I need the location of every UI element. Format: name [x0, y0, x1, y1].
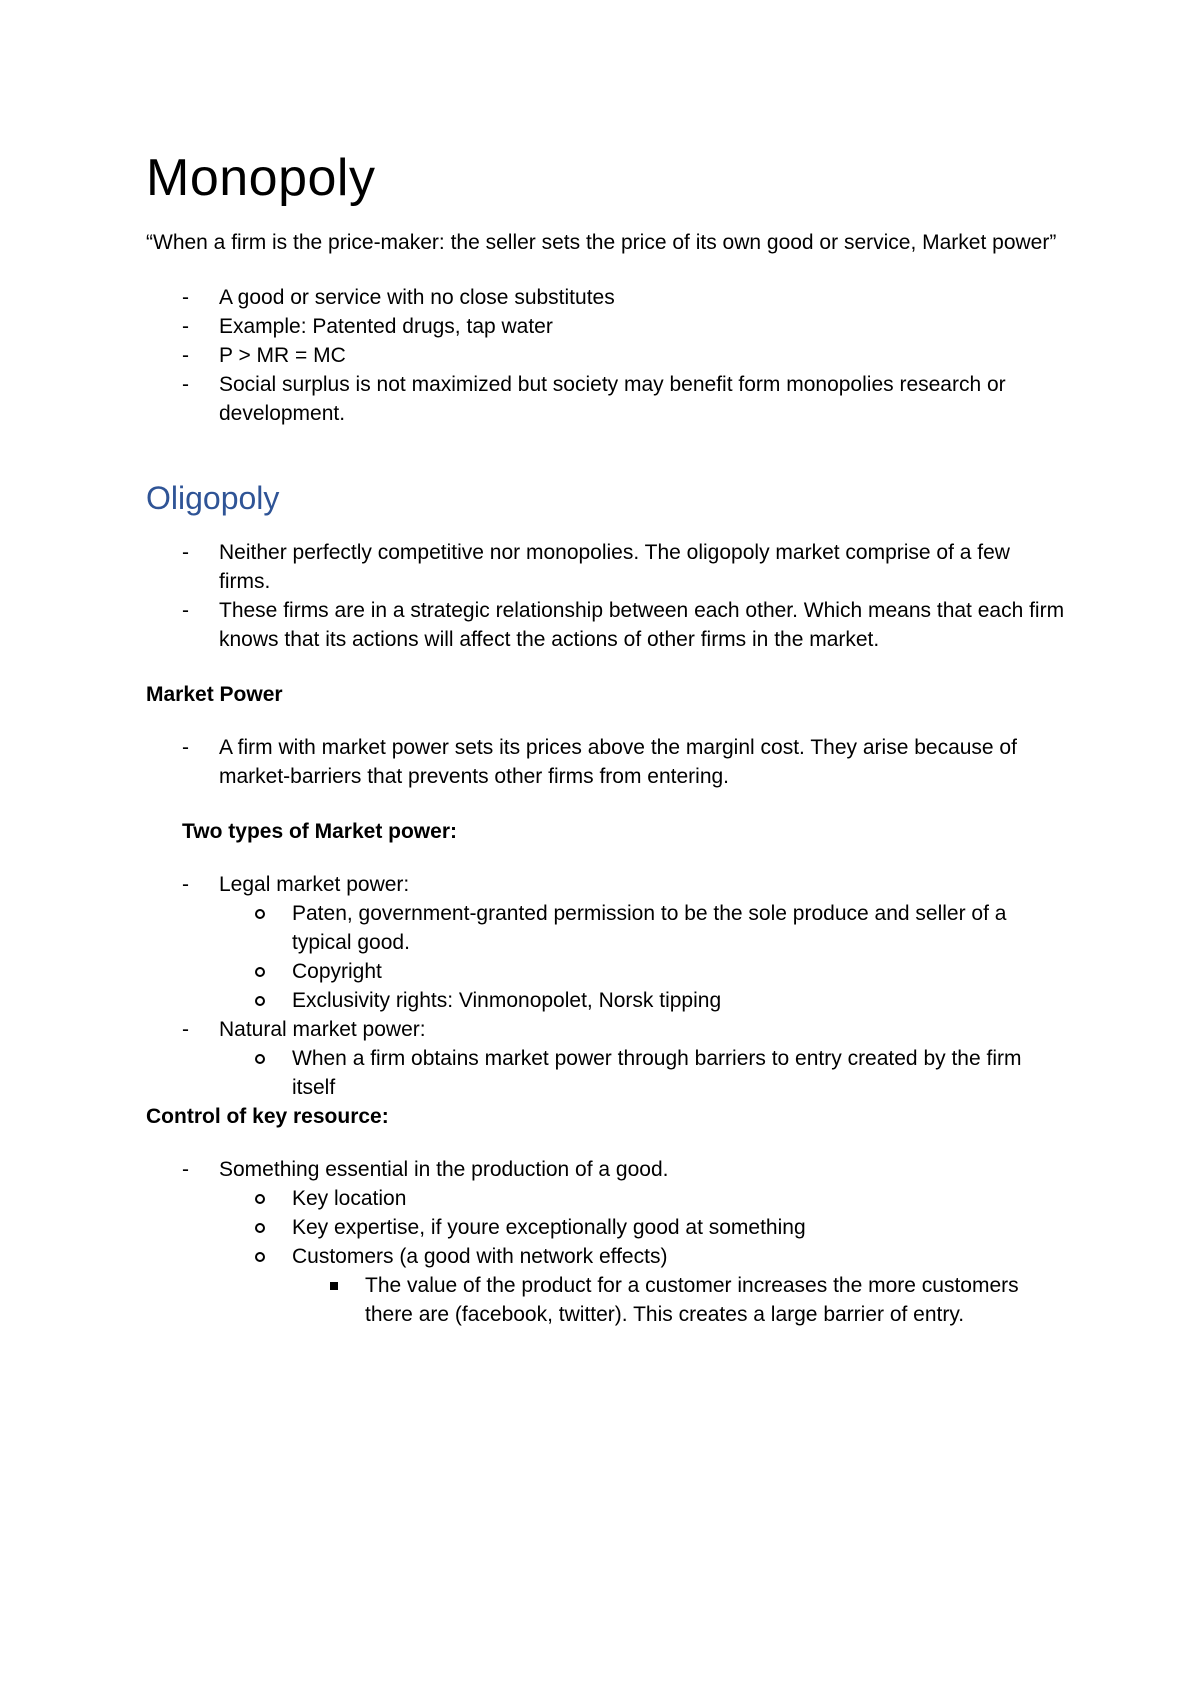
- market-power-heading: Market Power: [146, 683, 283, 706]
- sub-sublist-item: [292, 1271, 1066, 1329]
- dash-marker: -: [182, 599, 189, 622]
- circle-bullet-icon: [255, 967, 265, 977]
- sublist-item: [219, 1184, 1066, 1213]
- sublist-item-text: Customers (a good with network effects): [292, 1245, 668, 1268]
- oligopoly-heading: Oligopoly: [146, 480, 280, 516]
- list-item-text: A good or service with no close substitutes: [219, 286, 615, 309]
- oligopoly-bullet-list: [146, 538, 1066, 654]
- control-key-resource-heading: Control of key resource:: [146, 1105, 389, 1128]
- list-item-text: Something essential in the production of a good.: [219, 1158, 669, 1181]
- dash-marker: -: [182, 315, 189, 338]
- list-item-text: A firm with market power sets its prices above the marginl cost. They arise because of market-barriers that prevents other firms from entering.: [219, 736, 1017, 788]
- circle-bullet-icon: [255, 1054, 265, 1064]
- square-bullet-icon: [330, 1282, 338, 1290]
- sub-sublist-item-text: The value of the product for a customer increases the more customers there are (facebook, twitter). This creates a large barrier of entry.: [365, 1274, 1019, 1326]
- monopoly-bullet-list: [146, 283, 1066, 428]
- key-resource-sublist: [219, 1184, 1066, 1329]
- circle-bullet-icon: [255, 996, 265, 1006]
- sublist-item: [219, 986, 1066, 1015]
- list-item: [146, 870, 1066, 1015]
- dash-marker: -: [182, 344, 189, 367]
- market-power-bullet-list: [146, 733, 1066, 791]
- dash-marker: -: [182, 286, 189, 309]
- dash-marker: -: [182, 373, 189, 396]
- list-item: [146, 1015, 1066, 1102]
- list-item-text: These firms are in a strategic relationship between each other. Which means that each firm knows that its actions will affect the actions of other firms in the market.: [219, 599, 1065, 651]
- circle-bullet-icon: [255, 1194, 265, 1204]
- circle-bullet-icon: [255, 909, 265, 919]
- circle-bullet-icon: [255, 1252, 265, 1262]
- list-item: [146, 1155, 1066, 1329]
- sublist-item-text: Key expertise, if youre exceptionally good at something: [292, 1216, 806, 1239]
- list-item-text: Neither perfectly competitive nor monopolies. The oligopoly market comprise of a few firms.: [219, 541, 1010, 593]
- sublist-item-text: Key location: [292, 1187, 407, 1210]
- sublist-item: [219, 1213, 1066, 1242]
- list-item-text: Example: Patented drugs, tap water: [219, 315, 553, 338]
- list-item: [146, 283, 1066, 312]
- list-item-text: Legal market power:: [219, 873, 410, 896]
- sublist-item: [219, 1044, 1066, 1102]
- circle-bullet-icon: [255, 1223, 265, 1233]
- list-item: [146, 538, 1066, 596]
- dash-marker: -: [182, 1158, 189, 1181]
- sublist-item-text: Copyright: [292, 960, 382, 983]
- list-item: [146, 370, 1066, 428]
- list-item: [146, 312, 1066, 341]
- page-title: Monopoly: [146, 149, 376, 207]
- sublist-item: [219, 899, 1066, 957]
- list-item-text: Natural market power:: [219, 1018, 426, 1041]
- dash-marker: -: [182, 736, 189, 759]
- monopoly-definition-quote: “When a firm is the price-maker: the seller sets the price of its own good or service, Market power”: [146, 231, 1057, 254]
- sublist-item: [219, 1242, 1066, 1329]
- document-content: [146, 146, 1066, 1355]
- dash-marker: -: [182, 541, 189, 564]
- market-power-types-heading: Two types of Market power:: [182, 820, 457, 843]
- list-item: [146, 341, 1066, 370]
- dash-marker: -: [182, 1018, 189, 1041]
- list-item: [146, 733, 1066, 791]
- network-effects-sublist: [292, 1271, 1066, 1329]
- list-item-text: P > MR = MC: [219, 344, 346, 367]
- sublist-item-text: Exclusivity rights: Vinmonopolet, Norsk tipping: [292, 989, 722, 1012]
- sublist-item-text: Paten, government-granted permission to be the sole produce and seller of a typical good.: [292, 902, 1007, 954]
- dash-marker: -: [182, 873, 189, 896]
- control-key-resource-list: [146, 1155, 1066, 1329]
- sublist-item-text: When a firm obtains market power through barriers to entry created by the firm itself: [292, 1047, 1022, 1099]
- list-item-text: Social surplus is not maximized but society may benefit form monopolies research or development.: [219, 373, 1006, 425]
- sublist-item: [219, 957, 1066, 986]
- list-item: [146, 596, 1066, 654]
- market-power-types-list: [146, 870, 1066, 1102]
- legal-power-sublist: [219, 899, 1066, 1015]
- natural-power-sublist: [219, 1044, 1066, 1102]
